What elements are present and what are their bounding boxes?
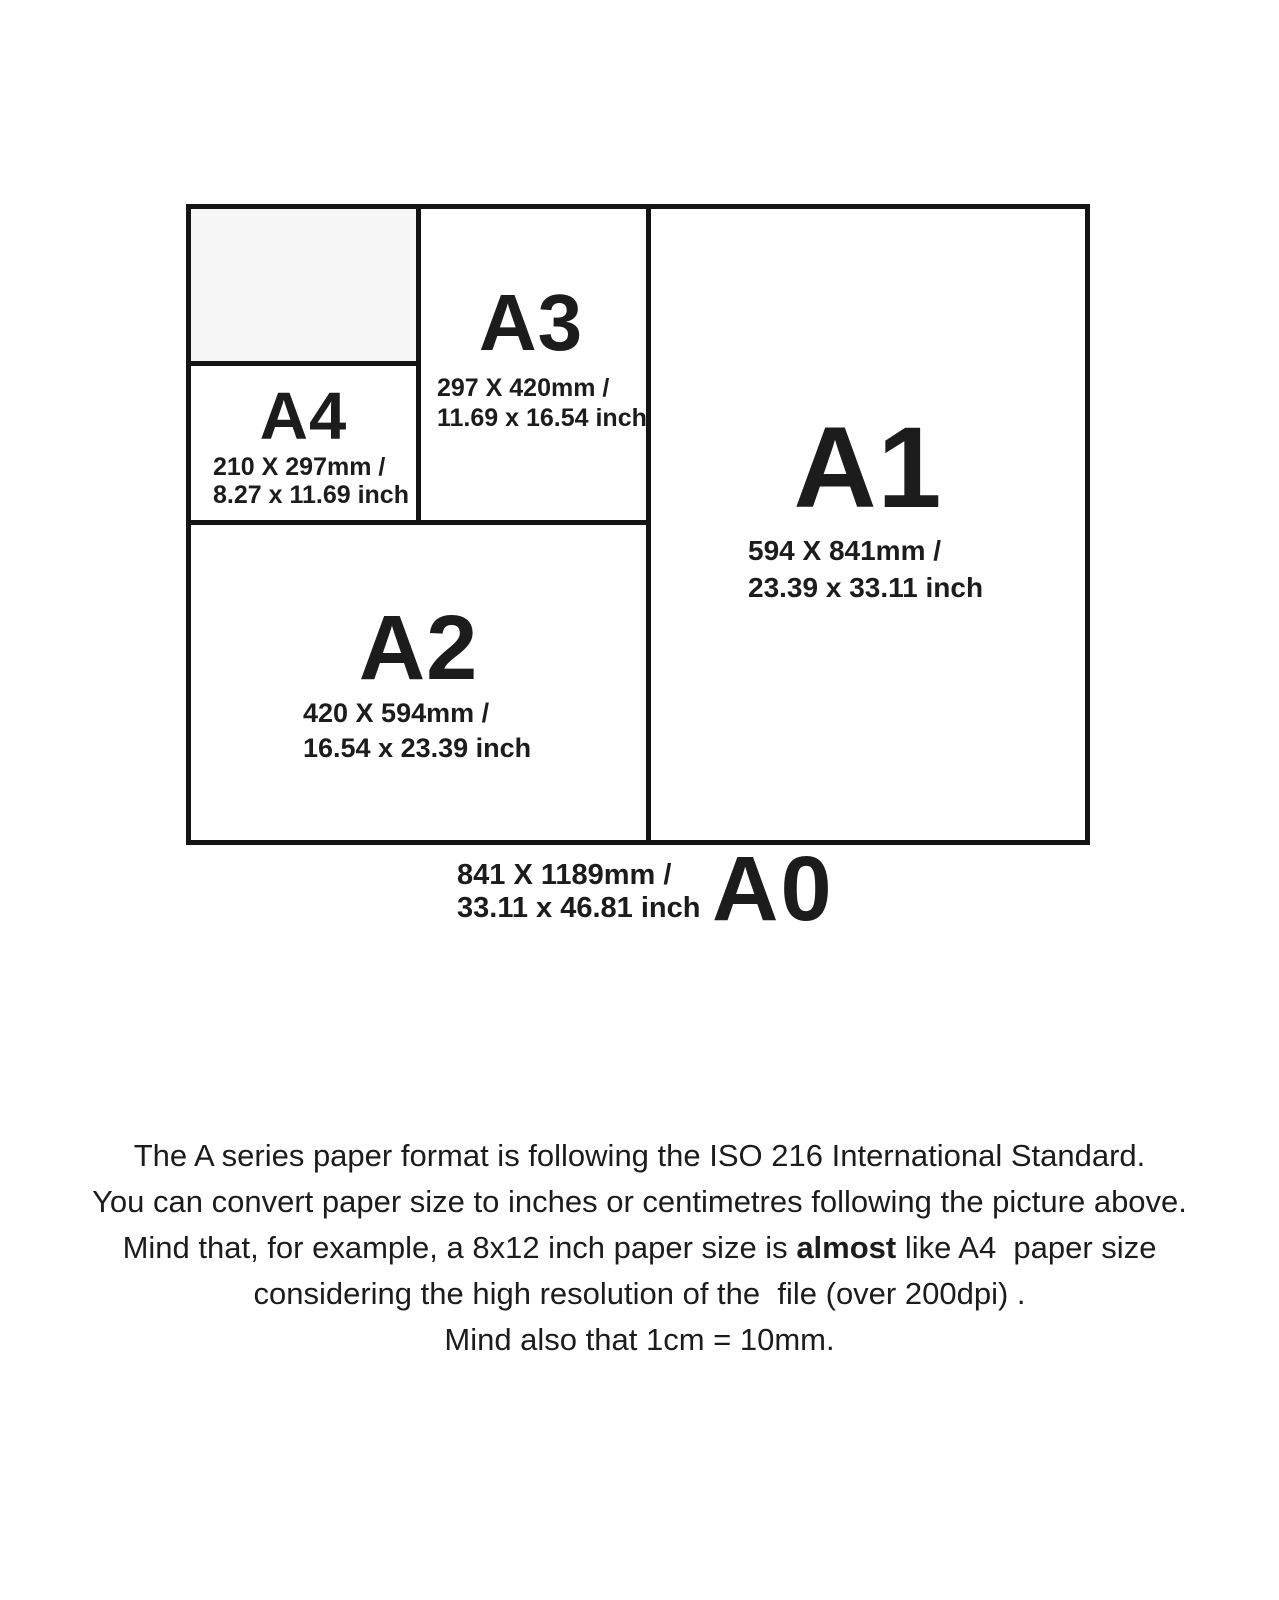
a4-label: A4 [259, 379, 348, 454]
a2-dimensions-inch: 16.54 x 23.39 inch [303, 733, 532, 763]
a2-dimensions-mm: 420 X 594mm / [303, 698, 490, 728]
a0-dimensions [457, 859, 700, 925]
a3-label: A3 [478, 278, 584, 367]
caption [0, 1133, 1279, 1363]
caption-line-3-bold: almost [796, 1230, 897, 1265]
a5-region [191, 209, 416, 361]
a1-dimensions-inch: 23.39 x 33.11 inch [748, 572, 984, 603]
caption-line-5: Mind also that 1cm = 10mm. [444, 1322, 835, 1357]
divider-a2-top [191, 520, 651, 525]
caption-line-1: The A series paper format is following the ISO 216 International Standard. [133, 1138, 1146, 1173]
a1-dimensions [748, 532, 983, 606]
a1-dimensions-mm: 594 X 841mm / [748, 535, 942, 566]
a4-dimensions-inch: 8.27 x 11.69 inch [213, 481, 409, 509]
a2-label: A2 [358, 597, 479, 699]
a4-dimensions [213, 453, 409, 509]
caption-line-3 [0, 1225, 1279, 1271]
a1-label: A1 [793, 404, 943, 532]
a4-dimensions-mm: 210 X 297mm / [213, 453, 386, 481]
caption-line-3-pre: Mind that, for example, a 8x12 inch paper size is [122, 1230, 797, 1265]
a0-dimensions-inch: 33.11 x 46.81 inch [457, 892, 701, 924]
a2-dimensions [303, 696, 531, 766]
paper-size-diagram [186, 204, 1090, 845]
a3-dimensions-inch: 11.69 x 16.54 inch [437, 404, 647, 432]
a3-dimensions-mm: 297 X 420mm / [437, 374, 610, 402]
a0-label: A0 [712, 838, 834, 940]
a0-dimensions-mm: 841 X 1189mm / [457, 859, 672, 891]
caption-line-2: You can convert paper size to inches or centimetres following the picture above. [92, 1184, 1187, 1219]
caption-line-4: considering the high resolution of the file (over 200dpi) . [253, 1276, 1026, 1311]
a3-dimensions [437, 373, 647, 433]
caption-line-3-post: like A4 paper size [896, 1230, 1157, 1265]
divider-a5-a4 [191, 361, 421, 366]
